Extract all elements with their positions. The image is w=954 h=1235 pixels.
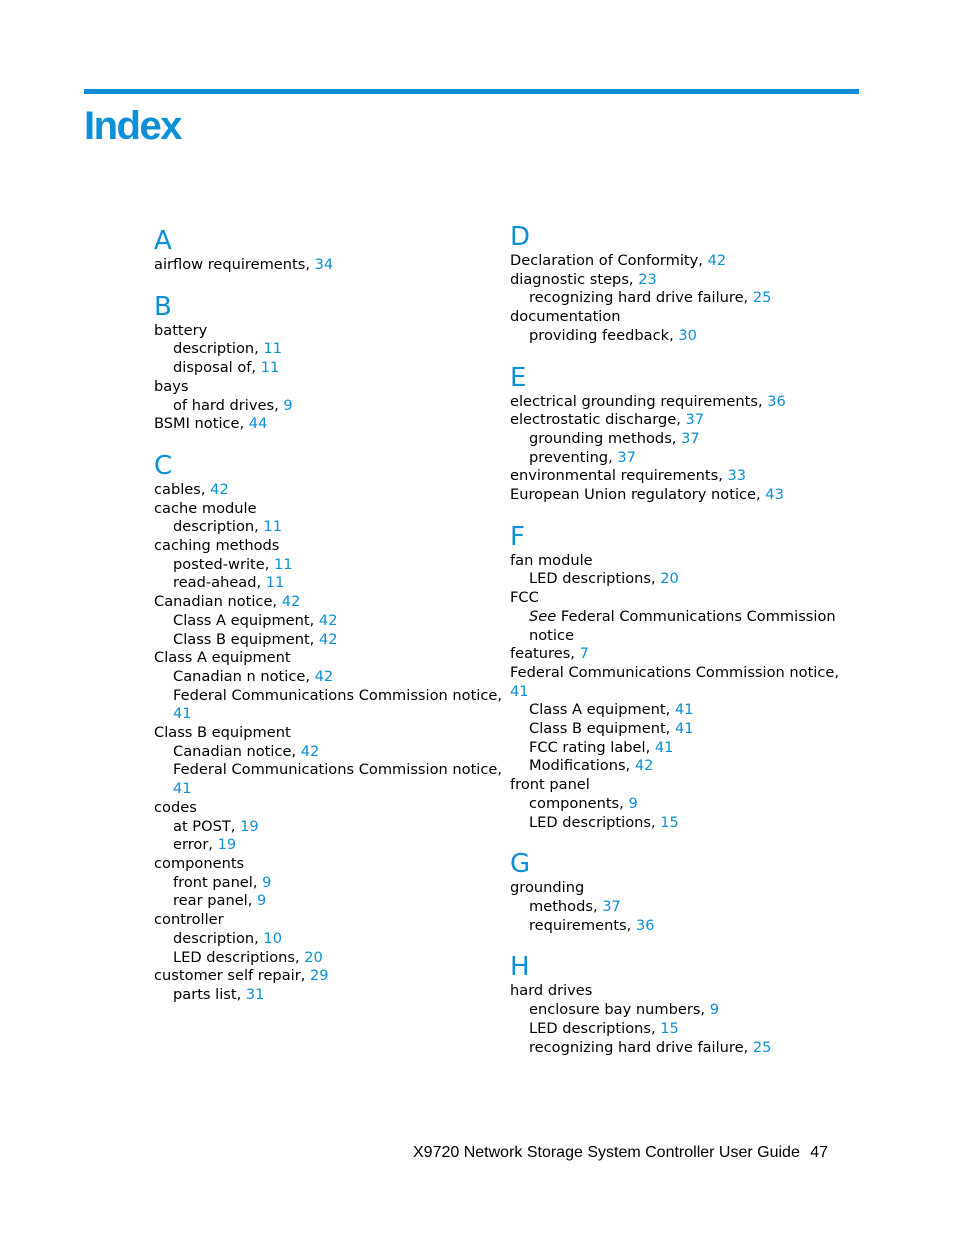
entry-text: LED descriptions, [173,948,305,966]
entry-text: hard drives [510,982,593,1000]
entry-text: cache module [154,499,257,517]
page-link[interactable]: 41 [674,720,694,738]
entry-text: Federal Communications Commission notice, [173,761,503,779]
page-link[interactable]: 11 [263,340,282,358]
entry-text: Federal Communications Commission [556,607,836,625]
index-subentry [154,397,484,416]
page-link[interactable]: 9 [628,794,638,812]
index-subentry [510,917,840,936]
page-link[interactable]: 7 [579,645,589,663]
entry-text: Canadian notice, [154,593,282,611]
index-subentry [154,874,484,893]
page-link[interactable]: 11 [274,555,293,573]
entry-text: electrical grounding requirements, [510,392,768,410]
entry-text: notice [529,626,574,644]
entry-text: Canadian n notice, [173,667,315,685]
index-section [510,363,840,505]
index-subentry [154,340,484,359]
page-link[interactable]: 15 [660,813,679,831]
section-letter: H [510,952,530,983]
entry-text: Class B equipment [154,724,291,742]
entry-text: cables, [154,480,211,498]
entry-text: customer self repair, [154,967,310,985]
entry-text: BSMI notice, [154,415,249,433]
page-link[interactable]: 44 [248,415,268,433]
entry-text: rear panel, [173,892,258,910]
index-column-right [510,222,840,1074]
page-link[interactable]: 30 [678,326,697,344]
index-entry [510,271,840,290]
index-entry [510,879,840,898]
entry-text: controller [154,911,224,929]
entry-text: environmental requirements, [510,467,728,485]
entry-text: European Union regulatory notice, [510,486,766,504]
index-subentry [154,668,484,687]
entry-text: Class B equipment, [173,630,319,648]
entry-text: diagnostic steps, [510,270,639,288]
page-link[interactable]: 25 [752,289,772,307]
index-section [510,522,840,833]
index-subentry [154,556,484,575]
index-entry [154,724,484,743]
index-subentry [154,892,484,911]
entry-text: battery [154,321,208,339]
index-entry [154,481,484,500]
page-link[interactable]: 11 [260,359,280,377]
index-entry [510,486,840,505]
index-subentry [510,720,840,739]
see-reference: See [529,607,557,625]
entry-text: LED descriptions, [529,813,661,831]
index-entry [154,593,484,612]
index-entry [510,664,840,683]
entry-text: Federal Communications Commission notice, [173,686,503,704]
page-link[interactable]: 37 [681,429,700,447]
index-entry [154,799,484,818]
index-entry [510,589,840,608]
section-letter: A [154,226,172,256]
index-subentry [154,818,484,837]
index-subentry [154,780,484,799]
entry-text: methods, [529,897,603,915]
index-entry [510,552,840,571]
entry-text: posted-write, [173,555,274,573]
entry-text: Modifications, [529,757,635,775]
page-link[interactable]: 25 [752,1038,772,1056]
entry-text: FCC [510,589,539,607]
index-entry [510,982,840,1001]
entry-text: front panel, [173,873,263,891]
index-section [154,226,484,275]
page-link[interactable]: 19 [240,817,259,835]
index-subentry [510,570,840,589]
index-subentry [154,518,484,537]
page-link[interactable]: 42 [318,611,338,629]
page-link[interactable]: 11 [265,574,285,592]
section-letter: C [154,450,173,481]
entry-text: documentation [510,308,621,326]
entry-text: components [154,854,245,872]
index-subentry [510,739,840,758]
page-link[interactable]: 42 [318,630,338,648]
index-subentry [154,686,503,706]
entry-text: Federal Communications Commission notice, [510,663,840,681]
index-section [154,292,484,434]
page-link[interactable]: 20 [660,570,679,588]
entry-text: providing feedback, [529,326,679,344]
entry-text: bays [154,377,189,395]
entry-text: of hard drives, [173,396,284,414]
entry-text: fan module [510,551,593,569]
page-link[interactable]: 9 [257,892,267,910]
index-entry [510,308,840,327]
index-subentry [510,757,840,776]
page-link[interactable]: 41 [173,780,192,798]
page-link[interactable]: 19 [217,836,237,854]
section-letter: B [154,291,172,322]
index-subentry [154,930,484,949]
entry-text: LED descriptions, [529,570,661,588]
page-link[interactable]: 37 [602,897,621,915]
index-subentry [154,743,484,762]
entry-text: recognizing hard drive failure, [529,1038,753,1056]
entry-text: grounding [510,879,585,897]
index-subentry [154,359,484,378]
entry-text: features, [510,645,580,663]
page-link[interactable]: 43 [765,486,784,504]
page-link[interactable]: 10 [263,929,282,947]
entry-text: Class A equipment, [173,611,319,629]
section-letter: G [510,849,531,880]
page-title: Index [84,104,181,148]
page-link[interactable]: 42 [707,252,727,269]
index-section [510,222,840,346]
page-link[interactable]: 42 [210,480,229,498]
index-entry [510,776,840,795]
index-subentry [510,898,840,917]
index-section [154,450,503,1005]
entry-text: Class B equipment, [529,720,675,738]
page-link[interactable]: 42 [300,742,320,760]
page-link[interactable]: 41 [510,682,529,700]
index-subentry [510,701,840,720]
index-subentry [510,814,840,833]
index-subentry [510,289,840,308]
index-subentry [510,1020,840,1039]
entry-text: airflow requirements, [154,256,315,273]
index-subentry [510,430,840,449]
index-section [510,849,840,935]
index-subentry [154,705,484,724]
entry-text: grounding methods, [529,429,682,447]
page-link[interactable]: 37 [617,448,636,466]
header-rule [84,89,859,94]
entry-text: Declaration of Conformity, [510,252,708,269]
index-entry [510,683,840,702]
index-subentry [154,612,484,631]
entry-text: components, [529,794,629,812]
entry-text: Class A equipment, [529,701,675,719]
entry-text: preventing, [529,448,618,466]
index-column-left [154,226,503,1022]
entry-text: recognizing hard drive failure, [529,289,753,307]
index-entry [154,256,484,275]
index-entry [510,393,840,412]
index-subentry [154,761,503,780]
page-link[interactable]: 41 [173,705,192,723]
index-subentry [154,986,484,1005]
entry-text: caching methods [154,537,280,555]
entry-text: description, [173,929,264,947]
page-link[interactable]: 36 [767,392,786,410]
index-entry [154,537,484,556]
index-entry [154,967,484,986]
page-link[interactable]: 29 [309,967,329,985]
index-subentry [510,627,840,646]
entry-text: requirements, [529,916,636,934]
page-link[interactable]: 41 [654,738,674,756]
index-entry [510,252,840,271]
index-subentry [510,1001,840,1020]
page-link[interactable]: 33 [727,467,747,485]
entry-text: read-ahead, [173,574,266,592]
index-entry [510,645,840,664]
page-link[interactable]: 37 [685,411,705,429]
index-subentry [154,949,484,968]
section-letter: D [510,222,531,252]
page-link[interactable]: 41 [674,701,694,719]
entry-text: enclosure bay numbers, [529,1001,710,1019]
entry-text: description, [173,518,264,536]
page-link[interactable]: 31 [245,985,265,1003]
page-link[interactable]: 9 [283,396,293,414]
index-subentry [154,631,484,650]
page-link[interactable]: 34 [314,256,334,273]
page-link[interactable]: 11 [263,518,282,536]
index-entry [154,415,484,434]
index-entry [154,322,484,341]
index-entry [510,467,840,486]
index-entry [510,411,840,430]
index-entry [154,500,484,519]
entry-text: FCC rating label, [529,738,655,756]
section-letter: E [510,362,527,393]
page-link[interactable]: 9 [709,1001,720,1019]
section-letter: F [510,521,525,552]
entry-text: Canadian notice, [173,742,301,760]
entry-text: electrostatic discharge, [510,411,686,429]
index-subentry [510,449,840,468]
entry-text: disposal of, [173,359,261,377]
index-entry [154,378,484,397]
entry-text: error, [173,836,218,854]
page-link[interactable]: 20 [304,948,323,966]
entry-text: at POST, [173,817,241,835]
index-subentry [510,1039,840,1058]
index-subentry [510,608,840,627]
index-subentry [154,574,484,593]
page-link[interactable]: 42 [281,593,301,611]
page-link[interactable]: 42 [314,667,334,685]
entry-text: Class A equipment [154,649,291,667]
index-entry [154,911,484,930]
index-section [510,952,840,1057]
entry-text: parts list, [173,985,246,1003]
index-subentry [510,327,840,346]
page-link[interactable]: 36 [635,916,655,934]
page-link[interactable]: 23 [638,270,657,288]
entry-text: codes [154,798,197,816]
page-link[interactable]: 9 [262,873,272,891]
index-entry [154,649,484,668]
entry-text: description, [173,340,264,358]
index-subentry [510,795,840,814]
footer-page-number: 47 [810,1144,828,1161]
index-subentry [154,836,484,855]
entry-text: front panel [510,776,590,794]
index-entry [154,855,484,874]
footer-doc-title: X9720 Network Storage System Controller User Guide [413,1144,800,1161]
entry-text: LED descriptions, [529,1019,661,1037]
page-link[interactable]: 15 [660,1019,679,1037]
page-link[interactable]: 42 [634,757,654,775]
